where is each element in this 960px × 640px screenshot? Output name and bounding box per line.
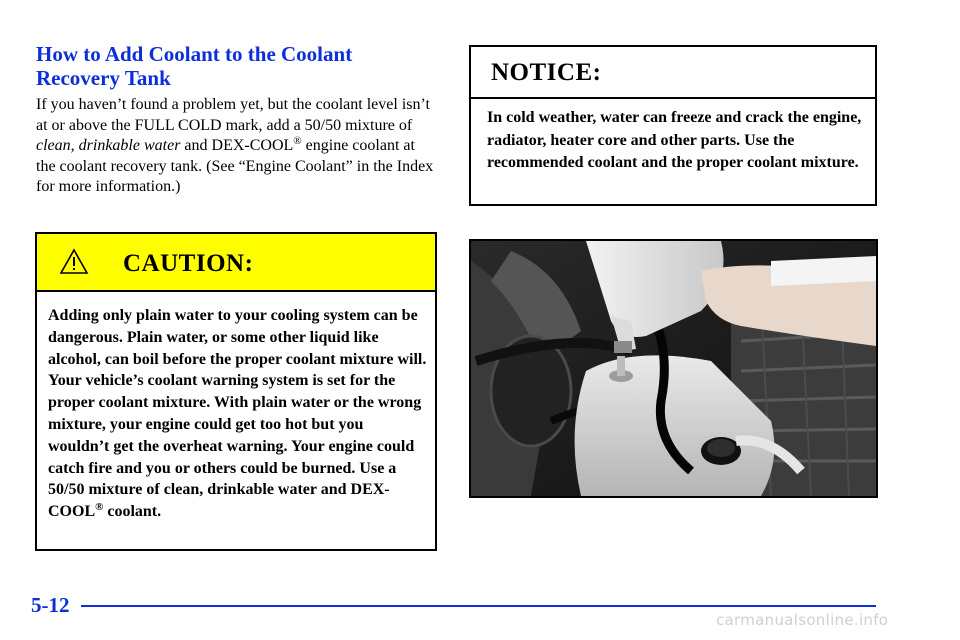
caution-body bbox=[48, 305, 428, 523]
intro-italic-text: clean, drinkable water bbox=[36, 137, 181, 154]
caution-title: CAUTION: bbox=[123, 250, 254, 277]
coolant-photo-illustration bbox=[471, 241, 876, 496]
footer-rule bbox=[81, 605, 876, 607]
intro-text-1: If you haven’t found a problem yet, but the coolant level isn’t at or above the FULL COLD mark, add a 50/50 mixture of bbox=[36, 96, 430, 134]
notice-box bbox=[469, 45, 877, 206]
page-number: 5-12 bbox=[31, 593, 70, 617]
registered-mark: ® bbox=[293, 135, 302, 147]
intro-paragraph bbox=[36, 95, 436, 198]
caution-text-1: Adding only plain water to your cooling system can be dangerous. Plain water, or some other liquid like alcohol, can boil before the proper coolant mixture will. Your vehicle’s coolant warning system is set for the proper coolant mixture. With plain water or the wrong mixture, your engine could get too hot but you wouldn’t get the overheat warning. Your engine could catch fire and you or others could be burned. Use a 50/50 mixture of clean, drinkable water and DEX-COOL bbox=[48, 307, 427, 521]
caution-text-2: coolant. bbox=[103, 503, 162, 521]
notice-header bbox=[471, 47, 875, 99]
caution-box bbox=[35, 232, 437, 551]
section-heading: How to Add Coolant to the Coolant Recovery Tank bbox=[36, 42, 353, 90]
notice-title: NOTICE: bbox=[491, 59, 602, 86]
intro-text-3: engine coolant at the coolant recovery tank. (See “Engine Coolant” in the Index for more information.) bbox=[36, 137, 434, 195]
registered-mark: ® bbox=[95, 501, 104, 514]
intro-text-2: and DEX-COOL bbox=[180, 137, 294, 154]
notice-body: In cold weather, water can freeze and crack the engine, radiator, heater core and other parts. Use the recommended coolant and the proper coolant mixture. bbox=[487, 109, 862, 171]
caution-header bbox=[37, 234, 435, 292]
coolant-photo bbox=[469, 239, 878, 498]
warning-triangle-icon bbox=[59, 248, 89, 275]
watermark: carmanualsonline.info bbox=[716, 611, 889, 629]
